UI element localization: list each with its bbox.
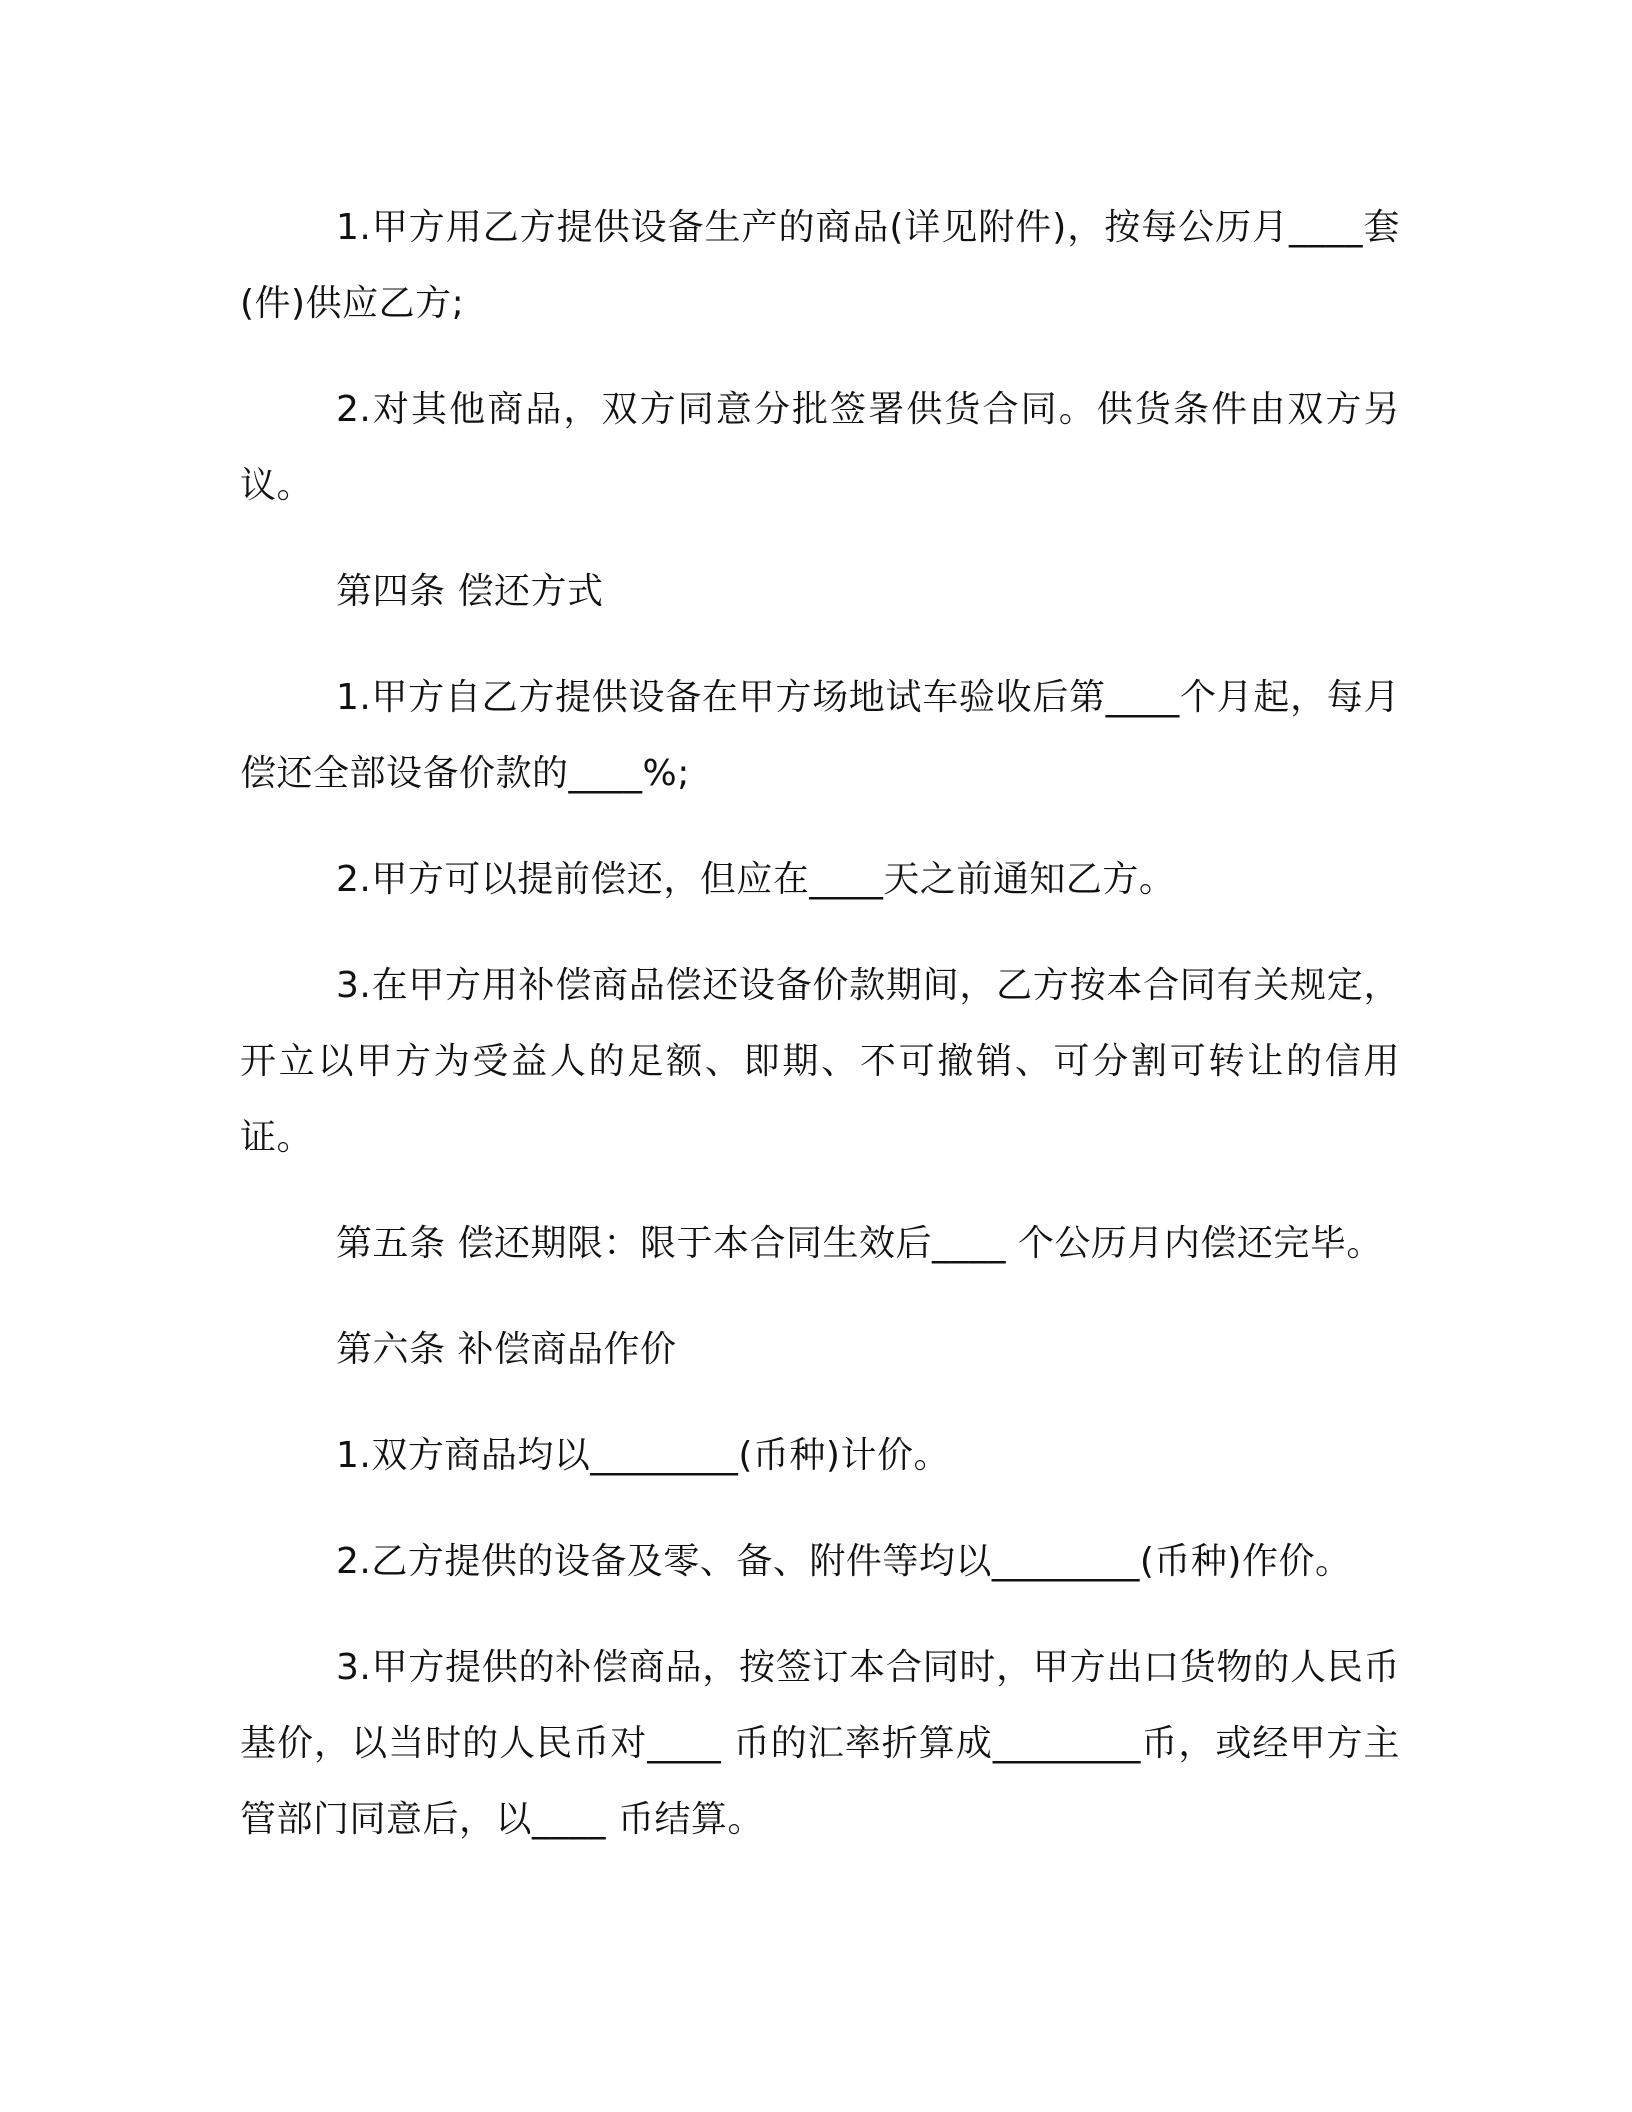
- paragraph-repayment-clause-1: 1.甲方自乙方提供设备在甲方场地试车验收后第____个月起，每月偿还全部设备价款的____%;: [240, 677, 1400, 794]
- document-body: [240, 190, 1400, 1888]
- article-5-paragraph: 第五条 偿还期限：限于本合同生效后____ 个公历月内偿还完毕。: [336, 1223, 1383, 1264]
- paragraph-pricing-clause-1: 1.双方商品均以________(币种)计价。: [336, 1435, 950, 1476]
- paragraph-repayment-clause-2: 2.甲方可以提前偿还，但应在____天之前通知乙方。: [336, 859, 1176, 900]
- article-4-heading: 第四条 偿还方式: [336, 571, 604, 612]
- paragraph-pricing-clause-3: 3.甲方提供的补偿商品，按签订本合同时，甲方出口货物的人民币基价，以当时的人民币对____ 币的汇率折算成________币，或经甲方主管部门同意后，以____ 币结算。: [240, 1647, 1400, 1840]
- paragraph-supply-clause-1: 1.甲方用乙方提供设备生产的商品(详见附件)，按每公历月____套(件)供应乙方;: [240, 207, 1400, 324]
- paragraph-pricing-clause-2: 2.乙方提供的设备及零、备、附件等均以________(币种)作价。: [336, 1541, 1352, 1582]
- paragraph-supply-clause-2: 2.对其他商品，双方同意分批签署供货合同。供货条件由双方另议。: [240, 389, 1400, 506]
- article-6-heading: 第六条 补偿商品作价: [336, 1329, 677, 1370]
- paragraph-repayment-clause-3: 3.在甲方用补偿商品偿还设备价款期间，乙方按本合同有关规定，开立以甲方为受益人的足额、即期、不可撤销、可分割可转让的信用证。: [240, 965, 1400, 1158]
